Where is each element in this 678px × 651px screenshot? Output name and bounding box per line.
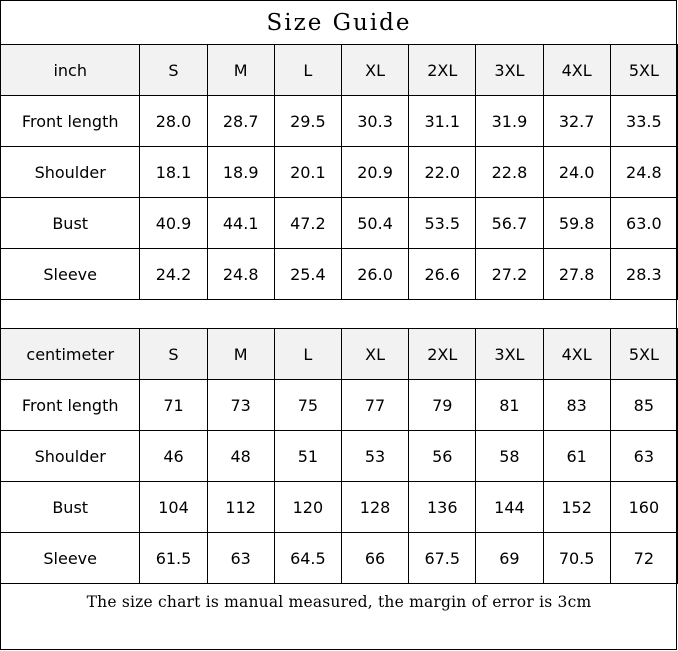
cell-value: 67.5 bbox=[409, 533, 476, 584]
column-header-s: S bbox=[140, 45, 207, 96]
column-header-4xl: 4XL bbox=[543, 329, 610, 380]
cell-value: 152 bbox=[543, 482, 610, 533]
cell-value: 73 bbox=[207, 380, 274, 431]
table-separator bbox=[0, 300, 678, 328]
cell-value: 56.7 bbox=[476, 198, 543, 249]
row-label-bust: Bust bbox=[1, 482, 140, 533]
cell-value: 136 bbox=[409, 482, 476, 533]
cell-value: 61 bbox=[543, 431, 610, 482]
row-label-front-length: Front length bbox=[1, 380, 140, 431]
cell-value: 77 bbox=[341, 380, 408, 431]
column-header-m: M bbox=[207, 45, 274, 96]
cell-value: 48 bbox=[207, 431, 274, 482]
cell-value: 160 bbox=[610, 482, 677, 533]
measurement-disclaimer: The size chart is manual measured, the margin of error is 3cm bbox=[86, 593, 592, 611]
cell-value: 24.8 bbox=[207, 249, 274, 300]
table-row bbox=[1, 147, 678, 198]
column-header-5xl: 5XL bbox=[610, 329, 677, 380]
cell-value: 81 bbox=[476, 380, 543, 431]
cell-value: 32.7 bbox=[543, 96, 610, 147]
unit-label-inch: inch bbox=[1, 45, 140, 96]
table-row bbox=[1, 533, 678, 584]
column-header-m: M bbox=[207, 329, 274, 380]
column-header-3xl: 3XL bbox=[476, 45, 543, 96]
table-row bbox=[1, 198, 678, 249]
cell-value: 20.1 bbox=[274, 147, 341, 198]
cell-value: 63.0 bbox=[610, 198, 677, 249]
cell-value: 144 bbox=[476, 482, 543, 533]
column-header-4xl: 4XL bbox=[543, 45, 610, 96]
table-row bbox=[1, 45, 678, 96]
column-header-l: L bbox=[274, 45, 341, 96]
cell-value: 30.3 bbox=[341, 96, 408, 147]
cell-value: 46 bbox=[140, 431, 207, 482]
size-table-centimeter bbox=[0, 328, 678, 584]
cell-value: 51 bbox=[274, 431, 341, 482]
cell-value: 24.8 bbox=[610, 147, 677, 198]
row-label-sleeve: Sleeve bbox=[1, 533, 140, 584]
cell-value: 72 bbox=[610, 533, 677, 584]
cell-value: 79 bbox=[409, 380, 476, 431]
column-header-2xl: 2XL bbox=[409, 45, 476, 96]
table-row bbox=[1, 431, 678, 482]
column-header-5xl: 5XL bbox=[610, 45, 677, 96]
column-header-xl: XL bbox=[341, 329, 408, 380]
cell-value: 63 bbox=[610, 431, 677, 482]
column-header-2xl: 2XL bbox=[409, 329, 476, 380]
cell-value: 26.0 bbox=[341, 249, 408, 300]
row-label-bust: Bust bbox=[1, 198, 140, 249]
cell-value: 28.7 bbox=[207, 96, 274, 147]
row-label-shoulder: Shoulder bbox=[1, 431, 140, 482]
row-label-sleeve: Sleeve bbox=[1, 249, 140, 300]
cell-value: 28.0 bbox=[140, 96, 207, 147]
cell-value: 56 bbox=[409, 431, 476, 482]
table-row bbox=[1, 329, 678, 380]
cell-value: 71 bbox=[140, 380, 207, 431]
cell-value: 29.5 bbox=[274, 96, 341, 147]
cell-value: 47.2 bbox=[274, 198, 341, 249]
size-table-inch bbox=[0, 44, 678, 300]
cell-value: 85 bbox=[610, 380, 677, 431]
cell-value: 25.4 bbox=[274, 249, 341, 300]
cell-value: 120 bbox=[274, 482, 341, 533]
cell-value: 31.9 bbox=[476, 96, 543, 147]
cell-value: 128 bbox=[341, 482, 408, 533]
cell-value: 40.9 bbox=[140, 198, 207, 249]
table-row bbox=[1, 380, 678, 431]
row-label-front-length: Front length bbox=[1, 96, 140, 147]
cell-value: 18.1 bbox=[140, 147, 207, 198]
cell-value: 104 bbox=[140, 482, 207, 533]
table-row bbox=[1, 482, 678, 533]
cell-value: 58 bbox=[476, 431, 543, 482]
cell-value: 53.5 bbox=[409, 198, 476, 249]
column-header-l: L bbox=[274, 329, 341, 380]
cell-value: 63 bbox=[207, 533, 274, 584]
cell-value: 33.5 bbox=[610, 96, 677, 147]
column-header-3xl: 3XL bbox=[476, 329, 543, 380]
cell-value: 50.4 bbox=[341, 198, 408, 249]
column-header-s: S bbox=[140, 329, 207, 380]
table-row bbox=[1, 96, 678, 147]
cell-value: 59.8 bbox=[543, 198, 610, 249]
cell-value: 27.2 bbox=[476, 249, 543, 300]
cell-value: 83 bbox=[543, 380, 610, 431]
table-row bbox=[1, 249, 678, 300]
column-header-xl: XL bbox=[341, 45, 408, 96]
cell-value: 18.9 bbox=[207, 147, 274, 198]
cell-value: 70.5 bbox=[543, 533, 610, 584]
unit-label-centimeter: centimeter bbox=[1, 329, 140, 380]
cell-value: 66 bbox=[341, 533, 408, 584]
cell-value: 28.3 bbox=[610, 249, 677, 300]
cell-value: 27.8 bbox=[543, 249, 610, 300]
page-title: Size Guide bbox=[266, 10, 412, 36]
cell-value: 112 bbox=[207, 482, 274, 533]
cell-value: 26.6 bbox=[409, 249, 476, 300]
cell-value: 44.1 bbox=[207, 198, 274, 249]
cell-value: 31.1 bbox=[409, 96, 476, 147]
cell-value: 64.5 bbox=[274, 533, 341, 584]
cell-value: 69 bbox=[476, 533, 543, 584]
cell-value: 61.5 bbox=[140, 533, 207, 584]
cell-value: 20.9 bbox=[341, 147, 408, 198]
cell-value: 75 bbox=[274, 380, 341, 431]
cell-value: 24.2 bbox=[140, 249, 207, 300]
cell-value: 24.0 bbox=[543, 147, 610, 198]
cell-value: 22.8 bbox=[476, 147, 543, 198]
cell-value: 22.0 bbox=[409, 147, 476, 198]
cell-value: 53 bbox=[341, 431, 408, 482]
row-label-shoulder: Shoulder bbox=[1, 147, 140, 198]
